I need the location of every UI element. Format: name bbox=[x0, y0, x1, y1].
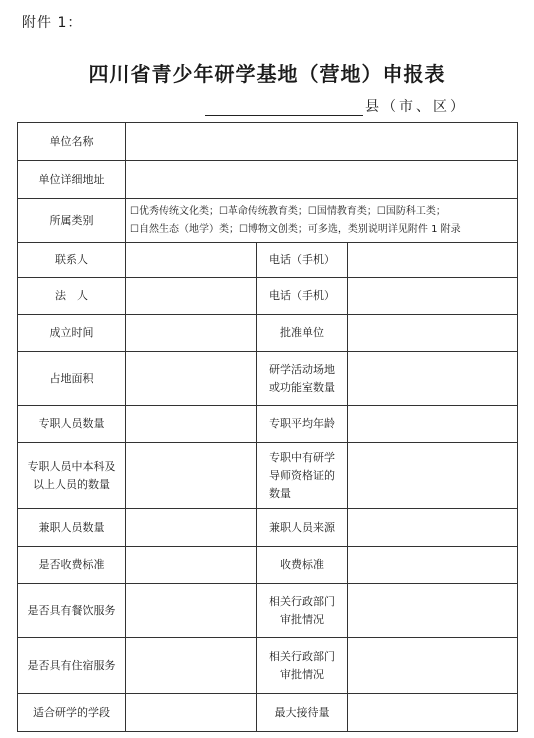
label-catering-service: 是否具有餐饮服务 bbox=[18, 584, 126, 638]
label-category: 所属类别 bbox=[18, 199, 126, 243]
row-parttime bbox=[18, 509, 518, 547]
attachment-label: 附件 1： bbox=[22, 15, 83, 31]
field-established-date[interactable] bbox=[126, 315, 257, 352]
label-parttime-source: 兼职人员来源 bbox=[257, 509, 348, 547]
county-blank-field[interactable] bbox=[205, 101, 363, 116]
form-title: 四川省青少年研学基地（营地）申报表 bbox=[88, 62, 446, 86]
field-approving-unit[interactable] bbox=[348, 315, 518, 352]
label-activity-venues-line-2: 或功能室数量 bbox=[269, 380, 335, 394]
label-catering-approval-line-2: 审批情况 bbox=[280, 612, 324, 626]
category-options-line-1: ☐优秀传统文化类；☐革命传统教育类；☐国情教育类；☐国防科工类； bbox=[130, 205, 446, 217]
field-max-capacity[interactable] bbox=[348, 694, 518, 732]
label-activity-venues bbox=[257, 352, 348, 406]
field-legal-rep-phone[interactable] bbox=[348, 278, 518, 315]
label-approving-unit: 批准单位 bbox=[257, 315, 348, 352]
label-lodging-service: 是否具有住宿服务 bbox=[18, 638, 126, 694]
row-established bbox=[18, 315, 518, 352]
category-options-line-2: ☐自然生态（地学）类；☐博物文创类；可多选，类别说明详见附件 1 附录 bbox=[130, 223, 461, 235]
field-catering-approval[interactable] bbox=[348, 584, 518, 638]
row-contact bbox=[18, 243, 518, 278]
label-lodging-approval-line-2: 审批情况 bbox=[280, 667, 324, 681]
label-parttime-count: 兼职人员数量 bbox=[18, 509, 126, 547]
label-bachelor-count bbox=[18, 443, 126, 509]
label-certified-mentors-line-2: 导师资格证的 bbox=[269, 468, 335, 482]
label-contact-phone: 电话（手机） bbox=[257, 243, 348, 278]
label-legal-rep: 法 人 bbox=[18, 278, 126, 315]
row-legal-rep bbox=[18, 278, 518, 315]
field-fulltime-avg-age[interactable] bbox=[348, 406, 518, 443]
row-unit-address bbox=[18, 161, 518, 199]
category-options[interactable] bbox=[126, 199, 518, 243]
label-suitable-grade: 适合研学的学段 bbox=[18, 694, 126, 732]
row-fees bbox=[18, 547, 518, 584]
label-fee-standard: 收费标准 bbox=[257, 547, 348, 584]
label-charges-fees: 是否收费标准 bbox=[18, 547, 126, 584]
field-parttime-source[interactable] bbox=[348, 509, 518, 547]
field-parttime-count[interactable] bbox=[126, 509, 257, 547]
county-line bbox=[205, 96, 467, 116]
field-lodging-approval[interactable] bbox=[348, 638, 518, 694]
row-area bbox=[18, 352, 518, 406]
application-form-table bbox=[17, 122, 518, 732]
field-catering-service[interactable] bbox=[126, 584, 257, 638]
label-contact-person: 联系人 bbox=[18, 243, 126, 278]
label-fulltime-avg-age: 专职平均年龄 bbox=[257, 406, 348, 443]
field-contact-person[interactable] bbox=[126, 243, 257, 278]
field-contact-phone[interactable] bbox=[348, 243, 518, 278]
field-activity-venues[interactable] bbox=[348, 352, 518, 406]
field-lodging-service[interactable] bbox=[126, 638, 257, 694]
field-suitable-grade[interactable] bbox=[126, 694, 257, 732]
field-bachelor-count[interactable] bbox=[126, 443, 257, 509]
field-floor-area[interactable] bbox=[126, 352, 257, 406]
label-lodging-approval bbox=[257, 638, 348, 694]
row-fulltime-count bbox=[18, 406, 518, 443]
field-unit-name[interactable] bbox=[126, 123, 518, 161]
row-grade-level bbox=[18, 694, 518, 732]
label-fulltime-count: 专职人员数量 bbox=[18, 406, 126, 443]
field-fee-standard[interactable] bbox=[348, 547, 518, 584]
label-bachelor-count-line-1: 专职人员中本科及 bbox=[27, 459, 116, 473]
label-max-capacity: 最大接待量 bbox=[257, 694, 348, 732]
row-category bbox=[18, 199, 518, 243]
label-established-date: 成立时间 bbox=[18, 315, 126, 352]
row-lodging bbox=[18, 638, 518, 694]
label-floor-area: 占地面积 bbox=[18, 352, 126, 406]
field-fulltime-count[interactable] bbox=[126, 406, 257, 443]
label-unit-name: 单位名称 bbox=[18, 123, 126, 161]
label-catering-approval bbox=[257, 584, 348, 638]
label-lodging-approval-line-1: 相关行政部门 bbox=[269, 649, 335, 663]
field-unit-address[interactable] bbox=[126, 161, 518, 199]
county-suffix: 县（市、区） bbox=[365, 99, 467, 115]
row-bachelor-count bbox=[18, 443, 518, 509]
field-legal-rep[interactable] bbox=[126, 278, 257, 315]
field-charges-fees[interactable] bbox=[126, 547, 257, 584]
label-unit-address: 单位详细地址 bbox=[18, 161, 126, 199]
label-certified-mentors-line-1: 专职中有研学 bbox=[269, 450, 335, 464]
field-certified-mentors[interactable] bbox=[348, 443, 518, 509]
label-certified-mentors bbox=[257, 443, 348, 509]
label-legal-rep-phone: 电话（手机） bbox=[257, 278, 348, 315]
row-unit-name bbox=[18, 123, 518, 161]
label-certified-mentors-line-3: 数量 bbox=[269, 486, 291, 500]
label-activity-venues-line-1: 研学活动场地 bbox=[269, 362, 335, 376]
label-bachelor-count-line-2: 以上人员的数量 bbox=[33, 477, 110, 491]
label-catering-approval-line-1: 相关行政部门 bbox=[269, 594, 335, 608]
row-catering bbox=[18, 584, 518, 638]
